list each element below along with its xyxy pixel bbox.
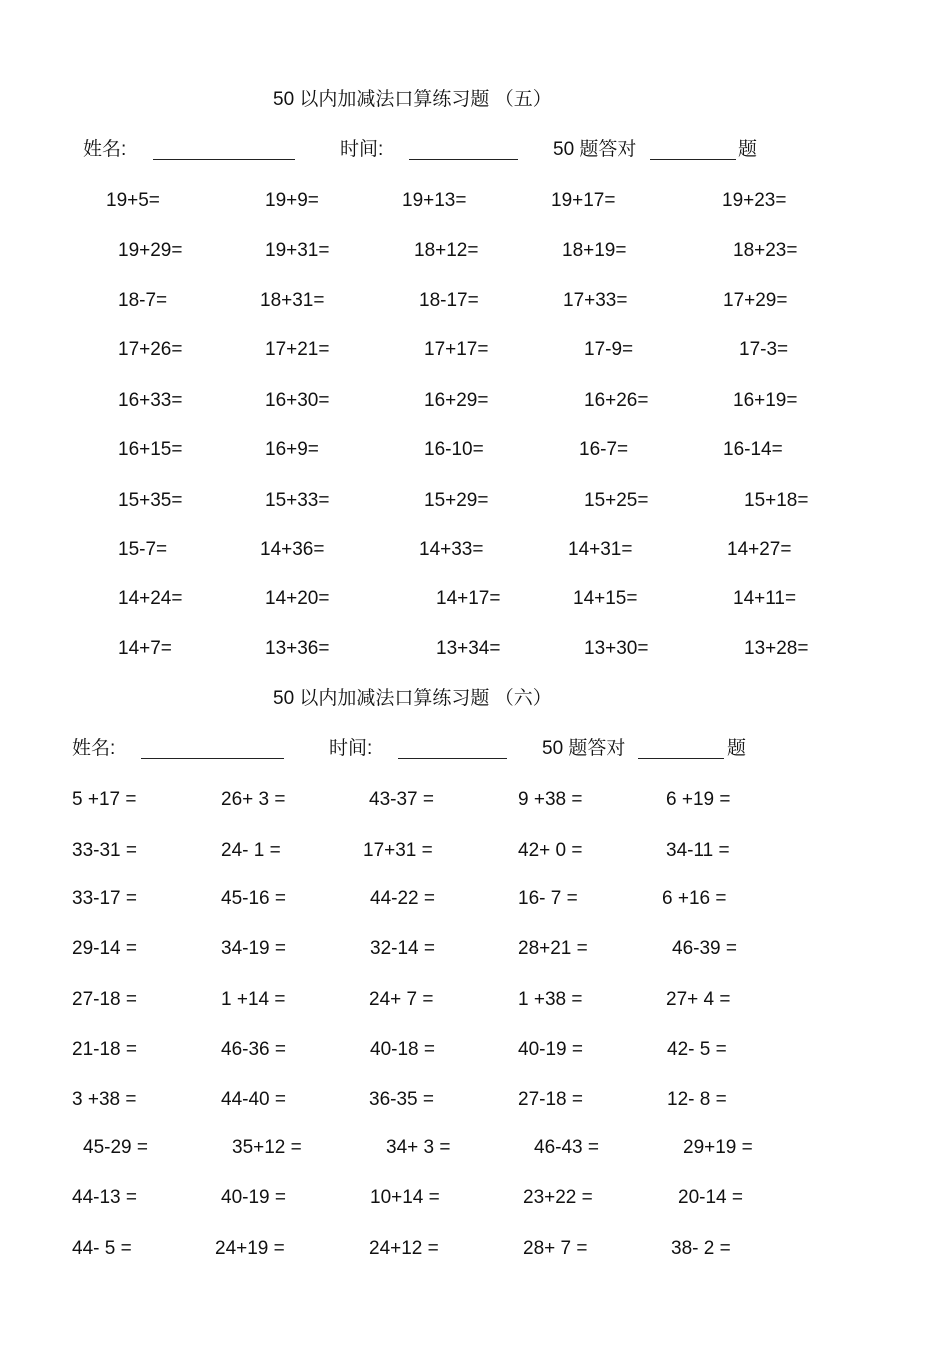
arithmetic-problem: 16+9= (265, 439, 319, 460)
arithmetic-problem: 17+29= (723, 290, 788, 311)
arithmetic-problem: 44-40 = (221, 1089, 286, 1110)
arithmetic-problem: 14+15= (573, 588, 638, 609)
arithmetic-problem: 14+7= (118, 638, 172, 659)
arithmetic-problem: 15+18= (744, 490, 809, 511)
arithmetic-problem: 19+31= (265, 240, 330, 261)
arithmetic-problem: 5 +17 = (72, 789, 137, 810)
arithmetic-problem: 19+13= (402, 190, 467, 211)
arithmetic-problem: 16+29= (424, 390, 489, 411)
arithmetic-problem: 16+33= (118, 390, 183, 411)
score-label: 50 题答对 (542, 738, 626, 759)
arithmetic-problem: 17+21= (265, 339, 330, 360)
arithmetic-problem: 46-39 = (672, 938, 737, 959)
arithmetic-problem: 40-19 = (221, 1187, 286, 1208)
arithmetic-problem: 18-17= (419, 290, 479, 311)
name-blank[interactable] (153, 159, 295, 160)
arithmetic-problem: 6 +19 = (666, 789, 731, 810)
arithmetic-problem: 38- 2 = (671, 1238, 731, 1259)
arithmetic-problem: 13+28= (744, 638, 809, 659)
arithmetic-problem: 18+23= (733, 240, 798, 261)
score-label: 50 题答对 (553, 139, 637, 160)
arithmetic-problem: 42+ 0 = (518, 840, 583, 861)
arithmetic-problem: 45-16 = (221, 888, 286, 909)
arithmetic-problem: 10+14 = (370, 1187, 440, 1208)
arithmetic-problem: 17+31 = (363, 840, 433, 861)
arithmetic-problem: 40-18 = (370, 1039, 435, 1060)
arithmetic-problem: 18+31= (260, 290, 325, 311)
arithmetic-problem: 14+36= (260, 539, 325, 560)
arithmetic-problem: 14+17= (436, 588, 501, 609)
arithmetic-problem: 26+ 3 = (221, 789, 286, 810)
arithmetic-problem: 15+35= (118, 490, 183, 511)
arithmetic-problem: 16+26= (584, 390, 649, 411)
arithmetic-problem: 33-17 = (72, 888, 137, 909)
arithmetic-problem: 17+26= (118, 339, 183, 360)
arithmetic-problem: 27+ 4 = (666, 989, 731, 1010)
arithmetic-problem: 24+19 = (215, 1238, 285, 1259)
arithmetic-problem: 40-19 = (518, 1039, 583, 1060)
arithmetic-problem: 36-35 = (369, 1089, 434, 1110)
arithmetic-problem: 16+15= (118, 439, 183, 460)
arithmetic-problem: 14+24= (118, 588, 183, 609)
arithmetic-problem: 14+33= (419, 539, 484, 560)
arithmetic-problem: 44- 5 = (72, 1238, 132, 1259)
arithmetic-problem: 24- 1 = (221, 840, 281, 861)
arithmetic-problem: 14+11= (733, 588, 797, 609)
arithmetic-problem: 16-14= (723, 439, 783, 460)
name-label: 姓名: (72, 738, 116, 759)
arithmetic-problem: 18-7= (118, 290, 168, 311)
arithmetic-problem: 23+22 = (523, 1187, 593, 1208)
arithmetic-problem: 13+36= (265, 638, 330, 659)
arithmetic-problem: 29-14 = (72, 938, 137, 959)
arithmetic-problem: 1 +38 = (518, 989, 583, 1010)
arithmetic-problem: 28+ 7 = (523, 1238, 588, 1259)
arithmetic-problem: 19+29= (118, 240, 183, 261)
arithmetic-problem: 17-3= (739, 339, 789, 360)
name-blank[interactable] (141, 758, 284, 759)
arithmetic-problem: 3 +38 = (72, 1089, 137, 1110)
arithmetic-problem: 16-7= (579, 439, 629, 460)
arithmetic-problem: 13+30= (584, 638, 649, 659)
score-blank[interactable] (650, 159, 736, 160)
arithmetic-problem: 27-18 = (72, 989, 137, 1010)
arithmetic-problem: 16+19= (733, 390, 798, 411)
arithmetic-problem: 43-37 = (369, 789, 434, 810)
arithmetic-problem: 6 +16 = (662, 888, 727, 909)
score-suffix: 题 (738, 139, 758, 160)
arithmetic-problem: 15-7= (118, 539, 168, 560)
arithmetic-problem: 44-22 = (370, 888, 435, 909)
arithmetic-problem: 21-18 = (72, 1039, 137, 1060)
arithmetic-problem: 29+19 = (683, 1137, 753, 1158)
arithmetic-problem: 18+19= (562, 240, 627, 261)
arithmetic-problem: 17+33= (563, 290, 628, 311)
arithmetic-problem: 13+34= (436, 638, 501, 659)
arithmetic-problem: 34+ 3 = (386, 1137, 451, 1158)
arithmetic-problem: 15+25= (584, 490, 649, 511)
arithmetic-problem: 28+21 = (518, 938, 588, 959)
name-label: 姓名: (83, 139, 127, 160)
worksheet-title: 50 以内加减法口算练习题 （六） (273, 688, 552, 709)
arithmetic-problem: 35+12 = (232, 1137, 302, 1158)
arithmetic-problem: 19+23= (722, 190, 787, 211)
arithmetic-problem: 19+5= (106, 190, 160, 211)
arithmetic-problem: 14+31= (568, 539, 633, 560)
arithmetic-problem: 19+9= (265, 190, 319, 211)
arithmetic-problem: 34-11 = (666, 840, 730, 861)
arithmetic-problem: 1 +14 = (221, 989, 286, 1010)
arithmetic-problem: 24+ 7 = (369, 989, 434, 1010)
time-blank[interactable] (409, 159, 518, 160)
arithmetic-problem: 27-18 = (518, 1089, 583, 1110)
time-blank[interactable] (398, 758, 507, 759)
arithmetic-problem: 33-31 = (72, 840, 137, 861)
arithmetic-problem: 20-14 = (678, 1187, 743, 1208)
arithmetic-problem: 16- 7 = (518, 888, 578, 909)
arithmetic-problem: 16+30= (265, 390, 330, 411)
arithmetic-problem: 9 +38 = (518, 789, 583, 810)
arithmetic-problem: 19+17= (551, 190, 616, 211)
arithmetic-problem: 46-43 = (534, 1137, 599, 1158)
arithmetic-problem: 18+12= (414, 240, 479, 261)
arithmetic-problem: 17-9= (584, 339, 634, 360)
arithmetic-problem: 17+17= (424, 339, 489, 360)
arithmetic-problem: 44-13 = (72, 1187, 137, 1208)
arithmetic-problem: 14+20= (265, 588, 330, 609)
arithmetic-problem: 12- 8 = (667, 1089, 727, 1110)
arithmetic-problem: 46-36 = (221, 1039, 286, 1060)
time-label: 时间: (329, 738, 373, 759)
arithmetic-problem: 16-10= (424, 439, 484, 460)
arithmetic-problem: 42- 5 = (667, 1039, 727, 1060)
arithmetic-problem: 32-14 = (370, 938, 435, 959)
time-label: 时间: (340, 139, 384, 160)
arithmetic-problem: 14+27= (727, 539, 792, 560)
worksheet-title: 50 以内加减法口算练习题 （五） (273, 89, 552, 110)
arithmetic-problem: 34-19 = (221, 938, 286, 959)
arithmetic-problem: 15+29= (424, 490, 489, 511)
arithmetic-problem: 24+12 = (369, 1238, 439, 1259)
arithmetic-problem: 15+33= (265, 490, 330, 511)
score-blank[interactable] (638, 758, 724, 759)
arithmetic-problem: 45-29 = (83, 1137, 148, 1158)
score-suffix: 题 (727, 738, 747, 759)
